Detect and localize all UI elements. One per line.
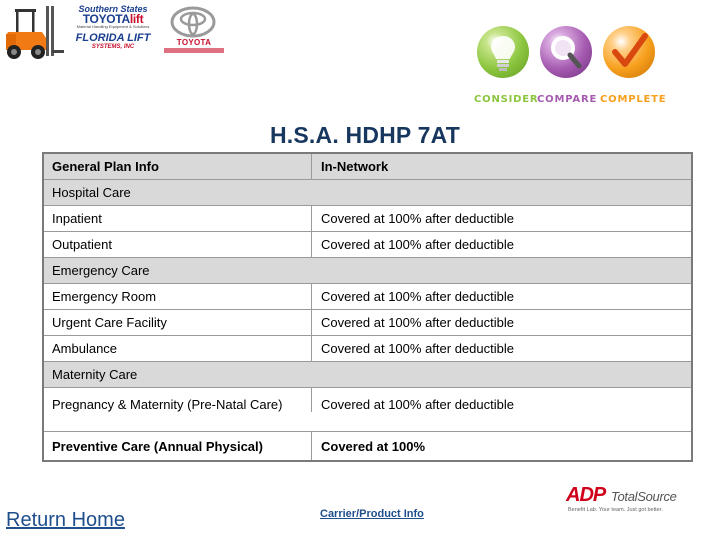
lightbulb-icon [474,26,532,82]
step-label-consider: CONSIDER [474,94,539,105]
section-label: Hospital Care [52,185,131,200]
section-hospital-care [44,180,691,206]
row-label-urgent-care: Urgent Care Facility [44,310,312,335]
southern-states-name: Southern States [78,4,148,14]
florida-lift-sub: SYSTEMS, INC [91,44,135,50]
toyota-lift-wordmark [66,14,160,24]
section-label: Emergency Care [52,263,150,278]
step-label-complete: COMPLETE [600,94,667,105]
row-value-ambulance: Covered at 100% after deductible [321,341,514,356]
table-row [44,284,691,310]
toyota-wordmark: TOYOTA [176,38,212,47]
section-emergency-care [44,258,691,284]
adp-totalsource-logo [566,484,690,518]
partner-logos [0,0,224,62]
step-label-compare: COMPARE [537,94,598,105]
checkmark-icon [600,26,658,82]
table-row [44,232,691,258]
carrier-product-info-link[interactable]: Carrier/Product Info [320,508,424,520]
page-title: H.S.A. HDHP 7AT [269,122,460,148]
table-row [44,388,691,432]
header-general-plan-info: General Plan Info [44,154,312,179]
table-row [44,206,691,232]
row-value-outpatient: Covered at 100% after deductible [321,237,514,252]
forklift-icon [2,4,64,60]
adp-tagline: Benefit Lab. Your team. Just got better. [568,507,663,513]
southern-states-logo [66,4,160,29]
section-maternity-care [44,362,691,388]
row-label-outpatient: Outpatient [44,232,312,257]
row-label-pregnancy: Pregnancy & Maternity (Pre-Natal Care) [44,388,312,412]
row-label-emergency-room: Emergency Room [44,284,312,309]
row-label-ambulance: Ambulance [44,336,312,361]
table-header-row [44,154,691,180]
toyota-lift-toyota: TOYOTA [82,12,130,26]
table-row [44,432,691,460]
toyota-emblem-icon [170,6,216,38]
row-value-pregnancy: Covered at 100% after deductible [321,397,514,412]
adp-mark: ADP [566,484,606,506]
row-value-preventive: Covered at 100% [321,438,426,454]
row-value-urgent-care: Covered at 100% after deductible [321,315,514,330]
adp-product-name: TotalSource [611,489,677,504]
step-complete [600,26,667,105]
florida-lift-name: FLORIDA LIFT [75,32,151,44]
florida-lift-logo [66,33,160,51]
southern-states-tagline: Material Handling Equipment & Solutions [76,24,150,29]
process-steps [474,26,667,110]
row-label-inpatient: Inpatient [44,206,312,231]
plan-table [42,152,693,462]
row-value-inpatient: Covered at 100% after deductible [321,211,514,226]
magnifier-icon [537,26,595,82]
row-label-preventive: Preventive Care (Annual Physical) [44,432,312,460]
row-value-emergency-room: Covered at 100% after deductible [321,289,514,304]
return-home-link[interactable]: Return Home [6,509,125,531]
header-in-network: In-Network [321,159,389,174]
step-consider [474,26,539,105]
toyota-sub-bar [164,48,224,53]
table-row [44,336,691,362]
table-row [44,310,691,336]
section-label: Maternity Care [52,367,138,382]
toyota-lift-lift: lift [129,12,144,26]
step-compare [537,26,598,105]
